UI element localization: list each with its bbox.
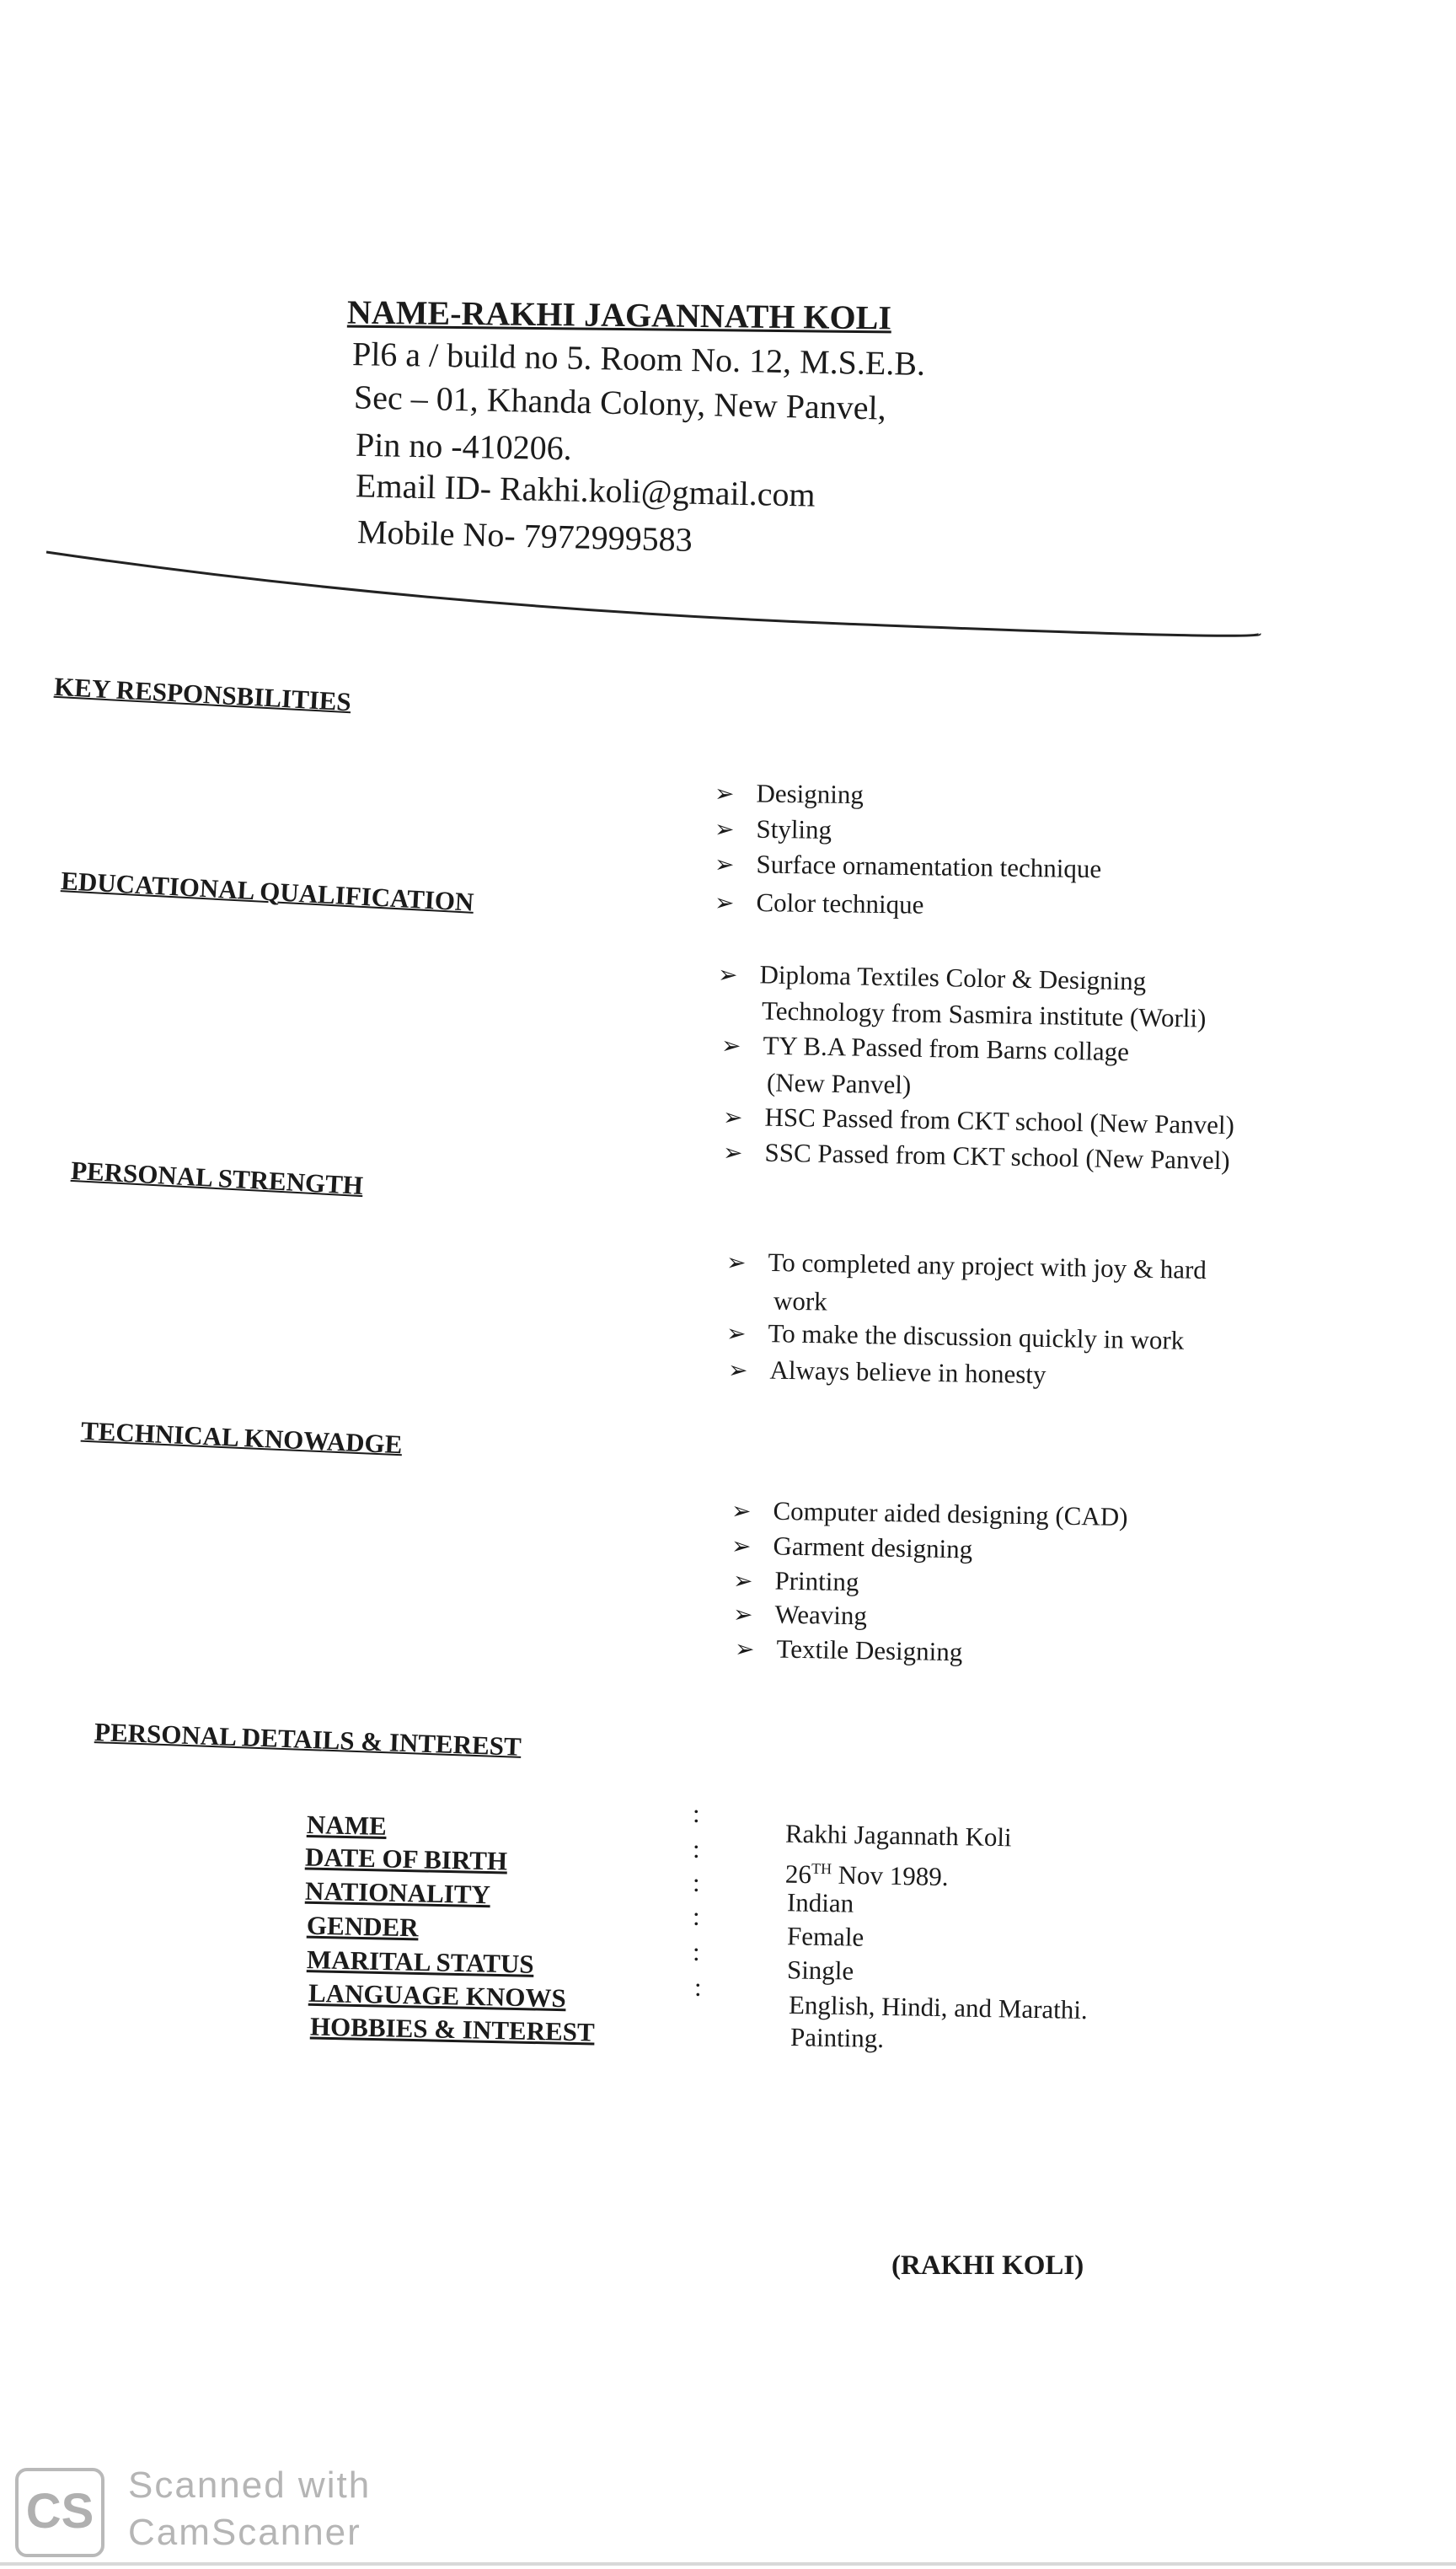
bullet-arrow-icon: ➢: [720, 1032, 741, 1060]
list-item: ➢ HSC Passed from CKT school (New Panvel): [722, 1102, 1235, 1140]
bullet-arrow-icon: ➢: [722, 1104, 743, 1132]
bullet-arrow-icon: ➢: [714, 890, 735, 917]
watermark-line-2: CamScanner: [128, 2512, 361, 2553]
address-line-3: Pin no -410206.: [355, 425, 573, 468]
bullet-arrow-icon: ➢: [722, 1140, 743, 1167]
bullet-arrow-icon: ➢: [731, 1533, 752, 1560]
detail-colon: :: [693, 1868, 700, 1897]
detail-value-name: Rakhi Jagannath Koli: [784, 1818, 1012, 1853]
detail-value-hobbies: Painting.: [790, 2022, 885, 2053]
mobile-line: Mobile No- 7972999583: [356, 512, 693, 559]
list-item: ➢ Textile Designing: [734, 1633, 963, 1667]
candidate-name: NAME-RAKHI JAGANNATH KOLI: [346, 292, 892, 337]
detail-label-gender: GENDER: [306, 1910, 420, 1943]
signature-name: (RAKHI KOLI): [891, 2250, 1084, 2281]
bullet-arrow-icon: ➢: [734, 1636, 755, 1664]
list-item: ➢ Garment designing: [731, 1531, 973, 1564]
bullet-arrow-icon: ➢: [727, 1357, 748, 1385]
address-line-1: Pl6 a / build no 5. Room No. 12, M.S.E.B.: [351, 335, 926, 383]
list-item-continuation: (New Panvel): [766, 1067, 912, 1100]
bullet-arrow-icon: ➢: [714, 817, 735, 844]
list-item-continuation: work: [773, 1285, 828, 1317]
bullet-arrow-icon: ➢: [714, 851, 735, 879]
list-item: ➢ Styling: [714, 813, 832, 845]
list-item: ➢ SSC Passed from CKT school (New Panvel): [722, 1137, 1230, 1176]
section-title-technical-knowledge: TECHNICAL KNOWADGE: [80, 1415, 404, 1460]
scan-edge: [0, 2562, 1456, 2566]
bullet-arrow-icon: ➢: [732, 1568, 753, 1596]
section-title-key-responsibilities: KEY RESPONSBILITIES: [53, 671, 352, 717]
bullet-arrow-icon: ➢: [717, 962, 738, 989]
watermark-line-1: Scanned with: [128, 2464, 372, 2506]
detail-label-hobbies: HOBBIES & INTEREST: [309, 2011, 596, 2047]
list-item: ➢ To completed any project with joy & hard: [725, 1247, 1207, 1284]
detail-label-name: NAME: [306, 1810, 388, 1841]
detail-label-dob: DATE OF BIRTH: [304, 1842, 508, 1876]
detail-colon: :: [693, 1901, 700, 1931]
camscanner-logo-icon: CS: [15, 2468, 104, 2557]
detail-label-marital-status: MARITAL STATUS: [306, 1944, 534, 1979]
list-item: ➢ Printing: [732, 1565, 859, 1597]
section-title-personal-strength: PERSONAL STRENGTH: [70, 1155, 364, 1201]
list-item: ➢ Computer aided designing (CAD): [731, 1495, 1128, 1532]
bullet-arrow-icon: ➢: [714, 780, 735, 808]
list-item: ➢ Surface ornamentation technique: [714, 849, 1102, 884]
list-item: ➢ Always believe in honesty: [727, 1354, 1046, 1390]
detail-value-dob: 26TH Nov 1989.: [784, 1858, 949, 1892]
list-item: ➢ Diploma Textiles Color & Designing: [717, 959, 1147, 996]
header-divider: [0, 0, 1456, 674]
detail-value-marital-status: Single: [786, 1955, 854, 1986]
detail-value-nationality: Indian: [786, 1887, 854, 1918]
list-item: ➢ To make the discussion quickly in work: [725, 1318, 1185, 1355]
email-line: Email ID- Rakhi.koli@gmail.com: [355, 466, 816, 514]
list-item: ➢ Weaving: [732, 1599, 868, 1631]
bullet-arrow-icon: ➢: [731, 1498, 752, 1526]
bullet-arrow-icon: ➢: [725, 1250, 747, 1277]
bullet-arrow-icon: ➢: [725, 1321, 747, 1348]
detail-colon: :: [694, 1972, 702, 2002]
section-title-personal-details: PERSONAL DETAILS & INTEREST: [94, 1717, 522, 1762]
address-line-2: Sec – 01, Khanda Colony, New Panvel,: [353, 378, 887, 427]
list-item: ➢ TY B.A Passed from Barns collage: [720, 1030, 1130, 1067]
list-item: ➢ Designing: [714, 778, 864, 810]
detail-colon: :: [693, 1834, 700, 1864]
detail-colon: :: [693, 1799, 700, 1828]
section-title-educational-qualification: EDUCATIONAL QUALIFICATION: [60, 866, 475, 917]
detail-label-nationality: NATIONALITY: [304, 1875, 491, 1910]
list-item: ➢ Color technique: [714, 887, 924, 920]
detail-value-language: English, Hindi, and Marathi.: [788, 1989, 1089, 2025]
detail-label-language: LANGUAGE KNOWS: [308, 1977, 567, 2014]
detail-value-gender: Female: [786, 1921, 864, 1952]
list-item-continuation: Technology from Sasmira institute (Worli): [761, 995, 1207, 1033]
bullet-arrow-icon: ➢: [732, 1601, 753, 1629]
detail-colon: :: [693, 1937, 700, 1966]
